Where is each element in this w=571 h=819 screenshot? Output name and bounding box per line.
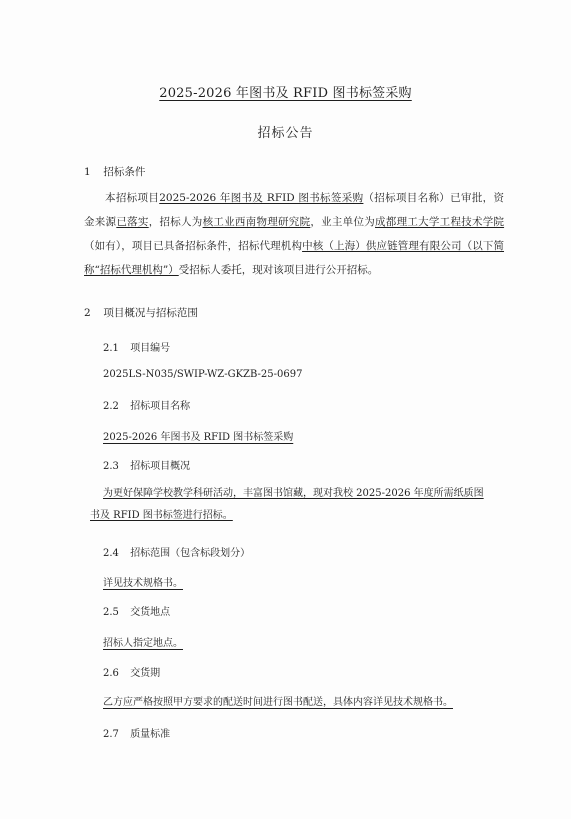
section-heading-text: 招标条件 <box>103 166 146 178</box>
para-text: 本招标项目 <box>105 192 160 204</box>
item-number: 2.4 <box>103 548 119 559</box>
section-1-paragraph <box>84 186 504 282</box>
para-text: 受招标人委托，现对该项目进行公开招标。 <box>178 264 379 276</box>
item-label: 交货地点 <box>130 607 171 618</box>
tender-scope-value: 详见技术规格书。 <box>103 578 183 589</box>
overview-line: 为更好保障学校教学科研活动，丰富图书馆藏，现对我校 2025-2026 年度所需纸质图 <box>103 488 484 499</box>
para-text: （招标项目名称）已审批，资金来源 <box>84 192 505 228</box>
item-label: 招标项目名称 <box>130 401 191 412</box>
item-2-2-heading <box>103 397 190 412</box>
item-number: 2.7 <box>103 729 119 740</box>
tenderer-field: 核工业西南物理研究院 <box>202 216 311 228</box>
para-text: ，业主单位为 <box>310 216 376 228</box>
item-number: 2.6 <box>103 668 119 679</box>
item-number: 2.1 <box>103 343 119 354</box>
section-number: 1 <box>84 166 91 178</box>
section-heading-text: 项目概况与招标范围 <box>103 307 198 319</box>
para-text: ，招标人为 <box>148 216 203 228</box>
section-1-heading <box>84 164 145 179</box>
item-label: 质量标准 <box>130 729 171 740</box>
document-subtitle: 招标公告 <box>257 126 314 141</box>
overview-line: 书及 RFID 图书标签进行招标。 <box>90 510 233 521</box>
item-number: 2.5 <box>103 607 119 618</box>
title-text: 2025-2026 年图书及 RFID 图书标签采购 <box>159 86 412 101</box>
item-number: 2.2 <box>103 401 119 412</box>
para-text: （如有），项目已具备招标条件，招标代理机构 <box>84 240 303 252</box>
project-code-value: 2025LS-N035/SWIP-WZ-GKZB-25-0697 <box>103 369 303 380</box>
item-number: 2.3 <box>103 461 119 472</box>
project-overview-value <box>84 483 504 527</box>
item-2-4-heading <box>103 544 250 559</box>
funding-source-field: 已落实 <box>116 216 149 228</box>
project-name-field: 2025-2026 年图书及 RFID 图书标签采购 <box>159 192 364 204</box>
delivery-location-value: 招标人指定地点。 <box>103 638 183 649</box>
item-2-3-heading <box>103 457 190 472</box>
section-2-heading <box>84 305 198 320</box>
item-label: 招标范围（包含标段划分） <box>130 548 251 559</box>
item-label: 交货期 <box>130 668 161 679</box>
section-number: 2 <box>84 307 91 319</box>
document-title <box>0 82 571 101</box>
item-2-1-heading <box>103 339 170 354</box>
item-2-5-heading <box>103 603 170 618</box>
owner-field: 成都理工大学工程技术学院 <box>375 216 505 228</box>
item-2-6-heading <box>103 664 160 679</box>
item-label: 招标项目概况 <box>130 461 191 472</box>
item-label: 项目编号 <box>130 343 171 354</box>
item-2-7-heading <box>103 725 170 740</box>
delivery-period-value: 乙方应严格按照甲方要求的配送时间进行图书配送，具体内容详见技术规格书。 <box>103 697 453 708</box>
project-name-value: 2025-2026 年图书及 RFID 图书标签采购 <box>103 432 294 443</box>
agency-field: 中核（上海）供应链管理有限公司（以下简称“招标代理机构”） <box>84 240 505 276</box>
